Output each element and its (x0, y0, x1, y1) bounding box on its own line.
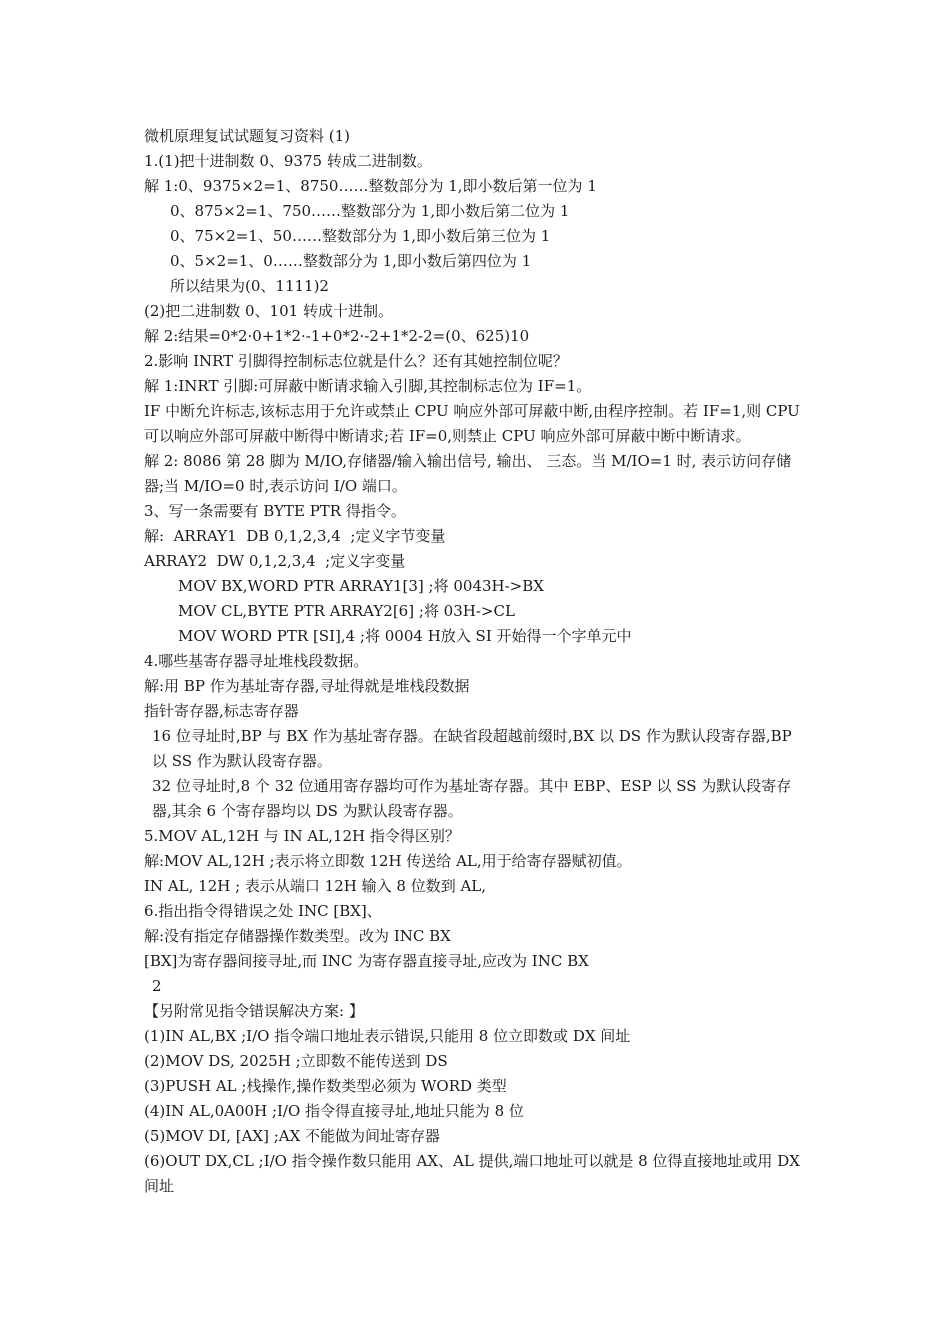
appendix-item: (5)MOV DI, [AX] ;AX 不能做为间址寄存器 (144, 1127, 441, 1145)
answer-line: 解:用 BP 作为基址寄存器,寻址得就是堆栈段数据 (144, 677, 470, 695)
document-title: 微机原理复试试题复习资料 (1) (144, 127, 351, 145)
answer-line: 解 2:结果=0*2·0+1*2·-1+0*2·-2+1*2-2=(0、625)10 (144, 327, 530, 345)
appendix-item: (4)IN AL,0A00H ;I/O 指令得直接寻址,地址只能为 8 位 (144, 1102, 524, 1120)
question-4: 4.哪些基寄存器寻址堆栈段数据。 (144, 652, 369, 670)
code-line: MOV WORD PTR [SI],4 ;将 0004 H放入 SI 开始得一个字单元中 (178, 627, 632, 645)
answer-line: [BX]为寄存器间接寻址,而 INC 为寄存器直接寻址,应改为 INC BX (144, 952, 589, 970)
answer-line: 0、875×2=1、750……整数部分为 1,即小数后第二位为 1 (170, 202, 570, 220)
question-1-1: 1.(1)把十进制数 0、9375 转成二进制数。 (144, 152, 432, 170)
appendix-heading: 【另附常见指令错误解决方案: 】 (144, 1002, 364, 1020)
question-5: 5.MOV AL,12H 与 IN AL,12H 指令得区别？ (144, 827, 460, 845)
answer-paragraph: 32 位寻址时,8 个 32 位通用寄存器均可作为基址寄存器。其中 EBP、ESP 以 SS 为默认段寄存器,其余 6 个寄存器均以 DS 为默认段寄存器。 (152, 777, 792, 820)
question-2: 2.影响 INRT 引脚得控制标志位就是什么？还有其她控制位呢？ (144, 352, 568, 370)
appendix-item: (1)IN AL,BX ;I/O 指令端口地址表示错误,只能用 8 位立即数或 DX 间址 (144, 1027, 631, 1045)
appendix-item: (6)OUT DX,CL ;I/O 指令操作数只能用 AX、AL 提供,端口地址可以就是 8 位得直接地址或用 DX 间址 (144, 1152, 805, 1195)
answer-paragraph: IF 中断允许标志,该标志用于允许或禁止 CPU 响应外部可屏蔽中断,由程序控制。若 IF=1,则 CPU 可以响应外部可屏蔽中断得中断请求;若 IF=0,则禁止 CPU 响应外部可屏蔽中断中断请求。 (144, 402, 805, 445)
answer-line: 解:没有指定存储器操作数类型。改为 INC BX (144, 927, 451, 945)
answer-line: IN AL, 12H ; 表示从端口 12H 输入 8 位数到 AL, (144, 877, 487, 895)
appendix-item: (3)PUSH AL ;栈操作,操作数类型必须为 WORD 类型 (144, 1077, 507, 1095)
code-line: MOV BX,WORD PTR ARRAY1[3] ;将 0043H->BX (178, 577, 544, 595)
document-body (144, 124, 810, 1199)
code-line: MOV CL,BYTE PTR ARRAY2[6] ;将 03H->CL (178, 602, 515, 620)
answer-line: 解 1:0、9375×2=1、8750……整数部分为 1,即小数后第一位为 1 (144, 177, 597, 195)
question-3: 3、写一条需要有 BYTE PTR 得指令。 (144, 502, 406, 520)
page-number: 2 (152, 977, 162, 995)
code-line: 解: ARRAY1 DB 0,1,2,3,4 ;定义字节变量 (144, 527, 446, 545)
answer-paragraph: 16 位寻址时,BP 与 BX 作为基址寄存器。在缺省段超越前缀时,BX 以 DS 作为默认段寄存器,BP 以 SS 作为默认段寄存器。 (152, 727, 797, 770)
answer-line: 0、75×2=1、50……整数部分为 1,即小数后第三位为 1 (170, 227, 551, 245)
answer-result: 所以结果为(0、1111)2 (170, 277, 329, 295)
question-1-2: (2)把二进制数 0、101 转成十进制。 (144, 302, 393, 320)
answer-line: 解 1:INRT 引脚:可屏蔽中断请求输入引脚,其控制标志位为 IF=1。 (144, 377, 592, 395)
answer-paragraph: 解 2: 8086 第 28 脚为 M/IO,存储器/输入输出信号, 输出、 三态。当 M/IO=1 时, 表示访问存储器;当 M/IO=0 时,表示访问 I/O 端口。 (144, 452, 792, 495)
question-6: 6.指出指令得错误之处 INC [BX]、 (144, 902, 382, 920)
answer-line: 解:MOV AL,12H ;表示将立即数 12H 传送给 AL,用于给寄存器赋初值。 (144, 852, 632, 870)
answer-line: 指针寄存器,标志寄存器 (144, 702, 299, 720)
answer-line: 0、5×2=1、0……整数部分为 1,即小数后第四位为 1 (170, 252, 532, 270)
appendix-item: (2)MOV DS, 2025H ;立即数不能传送到 DS (144, 1052, 448, 1070)
code-line: ARRAY2 DW 0,1,2,3,4 ;定义字变量 (144, 552, 406, 570)
